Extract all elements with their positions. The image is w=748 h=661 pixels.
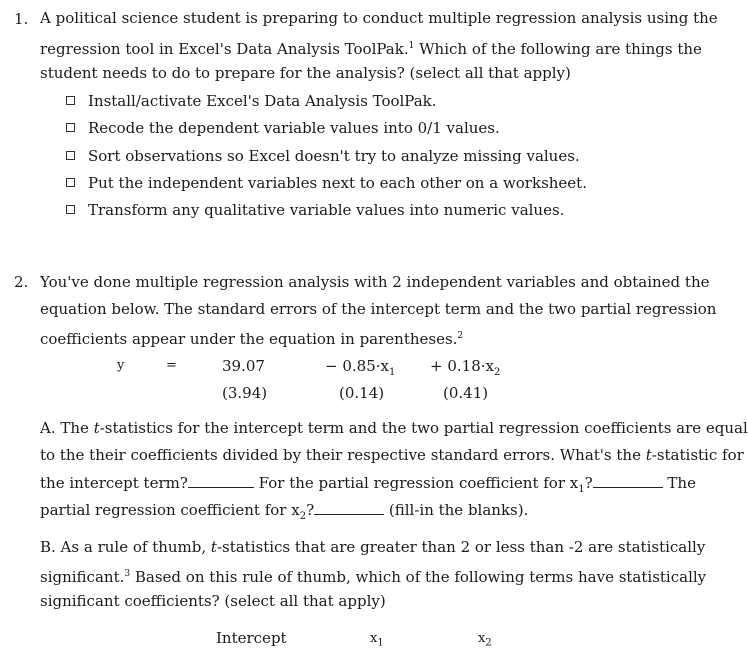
- checkbox-icon[interactable]: [66, 123, 75, 132]
- equation-equals: =: [166, 358, 177, 373]
- equation-term-x1: − $0.85\cdot x_1$: [325, 357, 396, 378]
- choice-intercept[interactable]: Intercept: [216, 629, 287, 647]
- part-b-line-3: significant coefficients? (select all that apply): [40, 592, 386, 610]
- option-label: Sort observations so Excel doesn't try to analyze missing values.: [88, 147, 580, 165]
- question-text-line-2: regression tool in Excel's Data Analysis ToolPak.$^1$ Which of the following are things the: [40, 40, 702, 58]
- part-a-line-4: partial regression coefficient for $x_2$? (fill-in the blanks).: [40, 501, 529, 522]
- question-text-line-2: equation below. The standard errors of the intercept term and the two partial regression: [40, 300, 717, 318]
- blank-x1-t[interactable]: [593, 473, 663, 488]
- equation-term-x2: + $0.18\cdot x_2$: [430, 357, 501, 378]
- blank-intercept-t[interactable]: [188, 473, 254, 488]
- question-text-line-1: A political science student is preparing to conduct multiple regression analysis using the: [40, 9, 718, 27]
- choice-x1[interactable]: $x_1$: [370, 631, 384, 649]
- question-text-line-3: student needs to do to prepare for the analysis? (select all that apply): [40, 64, 571, 82]
- question-number: 2.: [14, 273, 29, 291]
- equation-intercept: 39.07: [222, 357, 265, 375]
- option-label: Transform any qualitative variable values into numeric values.: [88, 201, 565, 219]
- option-transform-qualitative[interactable]: [66, 200, 564, 220]
- option-adjacent-independent[interactable]: [66, 173, 587, 193]
- question-number: 1.: [14, 10, 29, 28]
- part-a-line-1: A. The t-statistics for the intercept term and the two partial regression coefficients are equal: [40, 419, 748, 437]
- option-recode-dependent[interactable]: [66, 118, 500, 138]
- checkbox-icon[interactable]: [66, 178, 75, 187]
- option-sort-observations[interactable]: [66, 146, 580, 166]
- choice-x2[interactable]: $x_2$: [478, 631, 492, 649]
- checkbox-icon[interactable]: [66, 151, 75, 160]
- se-x2: (0.41): [443, 384, 489, 402]
- footnote-ref-3: 3: [124, 569, 131, 579]
- part-a-line-3: the intercept term? For the partial regression coefficient for $x_1$? The: [40, 474, 696, 495]
- checkbox-icon[interactable]: [66, 205, 75, 214]
- checkbox-icon[interactable]: [66, 96, 75, 105]
- option-label: Recode the dependent variable values into 0/1 values.: [88, 119, 500, 137]
- option-label: Install/activate Excel's Data Analysis ToolPak.: [88, 92, 437, 110]
- option-install-toolpak[interactable]: [66, 91, 437, 111]
- part-a-line-2: to the their coefficients divided by their respective standard errors. What's the t-statistic for: [40, 446, 744, 464]
- footnote-ref-1: 1: [408, 41, 415, 51]
- part-b-line-1: B. As a rule of thumb, t-statistics that are greater than 2 or less than -2 are statistically: [40, 538, 706, 556]
- se-intercept: (3.94): [222, 384, 268, 402]
- se-x1: (0.14): [339, 384, 385, 402]
- blank-x2-t[interactable]: [314, 500, 384, 515]
- part-b-line-2: significant.$^3$ Based on this rule of thumb, which of the following terms have statistically: [40, 568, 707, 586]
- option-label: Put the independent variables next to each other on a worksheet.: [88, 174, 587, 192]
- equation-y: y: [117, 358, 125, 373]
- footnote-ref-2: 2: [457, 331, 464, 341]
- question-text-line-3: coefficients appear under the equation in parentheses.$^2$: [40, 330, 464, 348]
- question-text-line-1: You've done multiple regression analysis with 2 independent variables and obtained the: [40, 273, 710, 291]
